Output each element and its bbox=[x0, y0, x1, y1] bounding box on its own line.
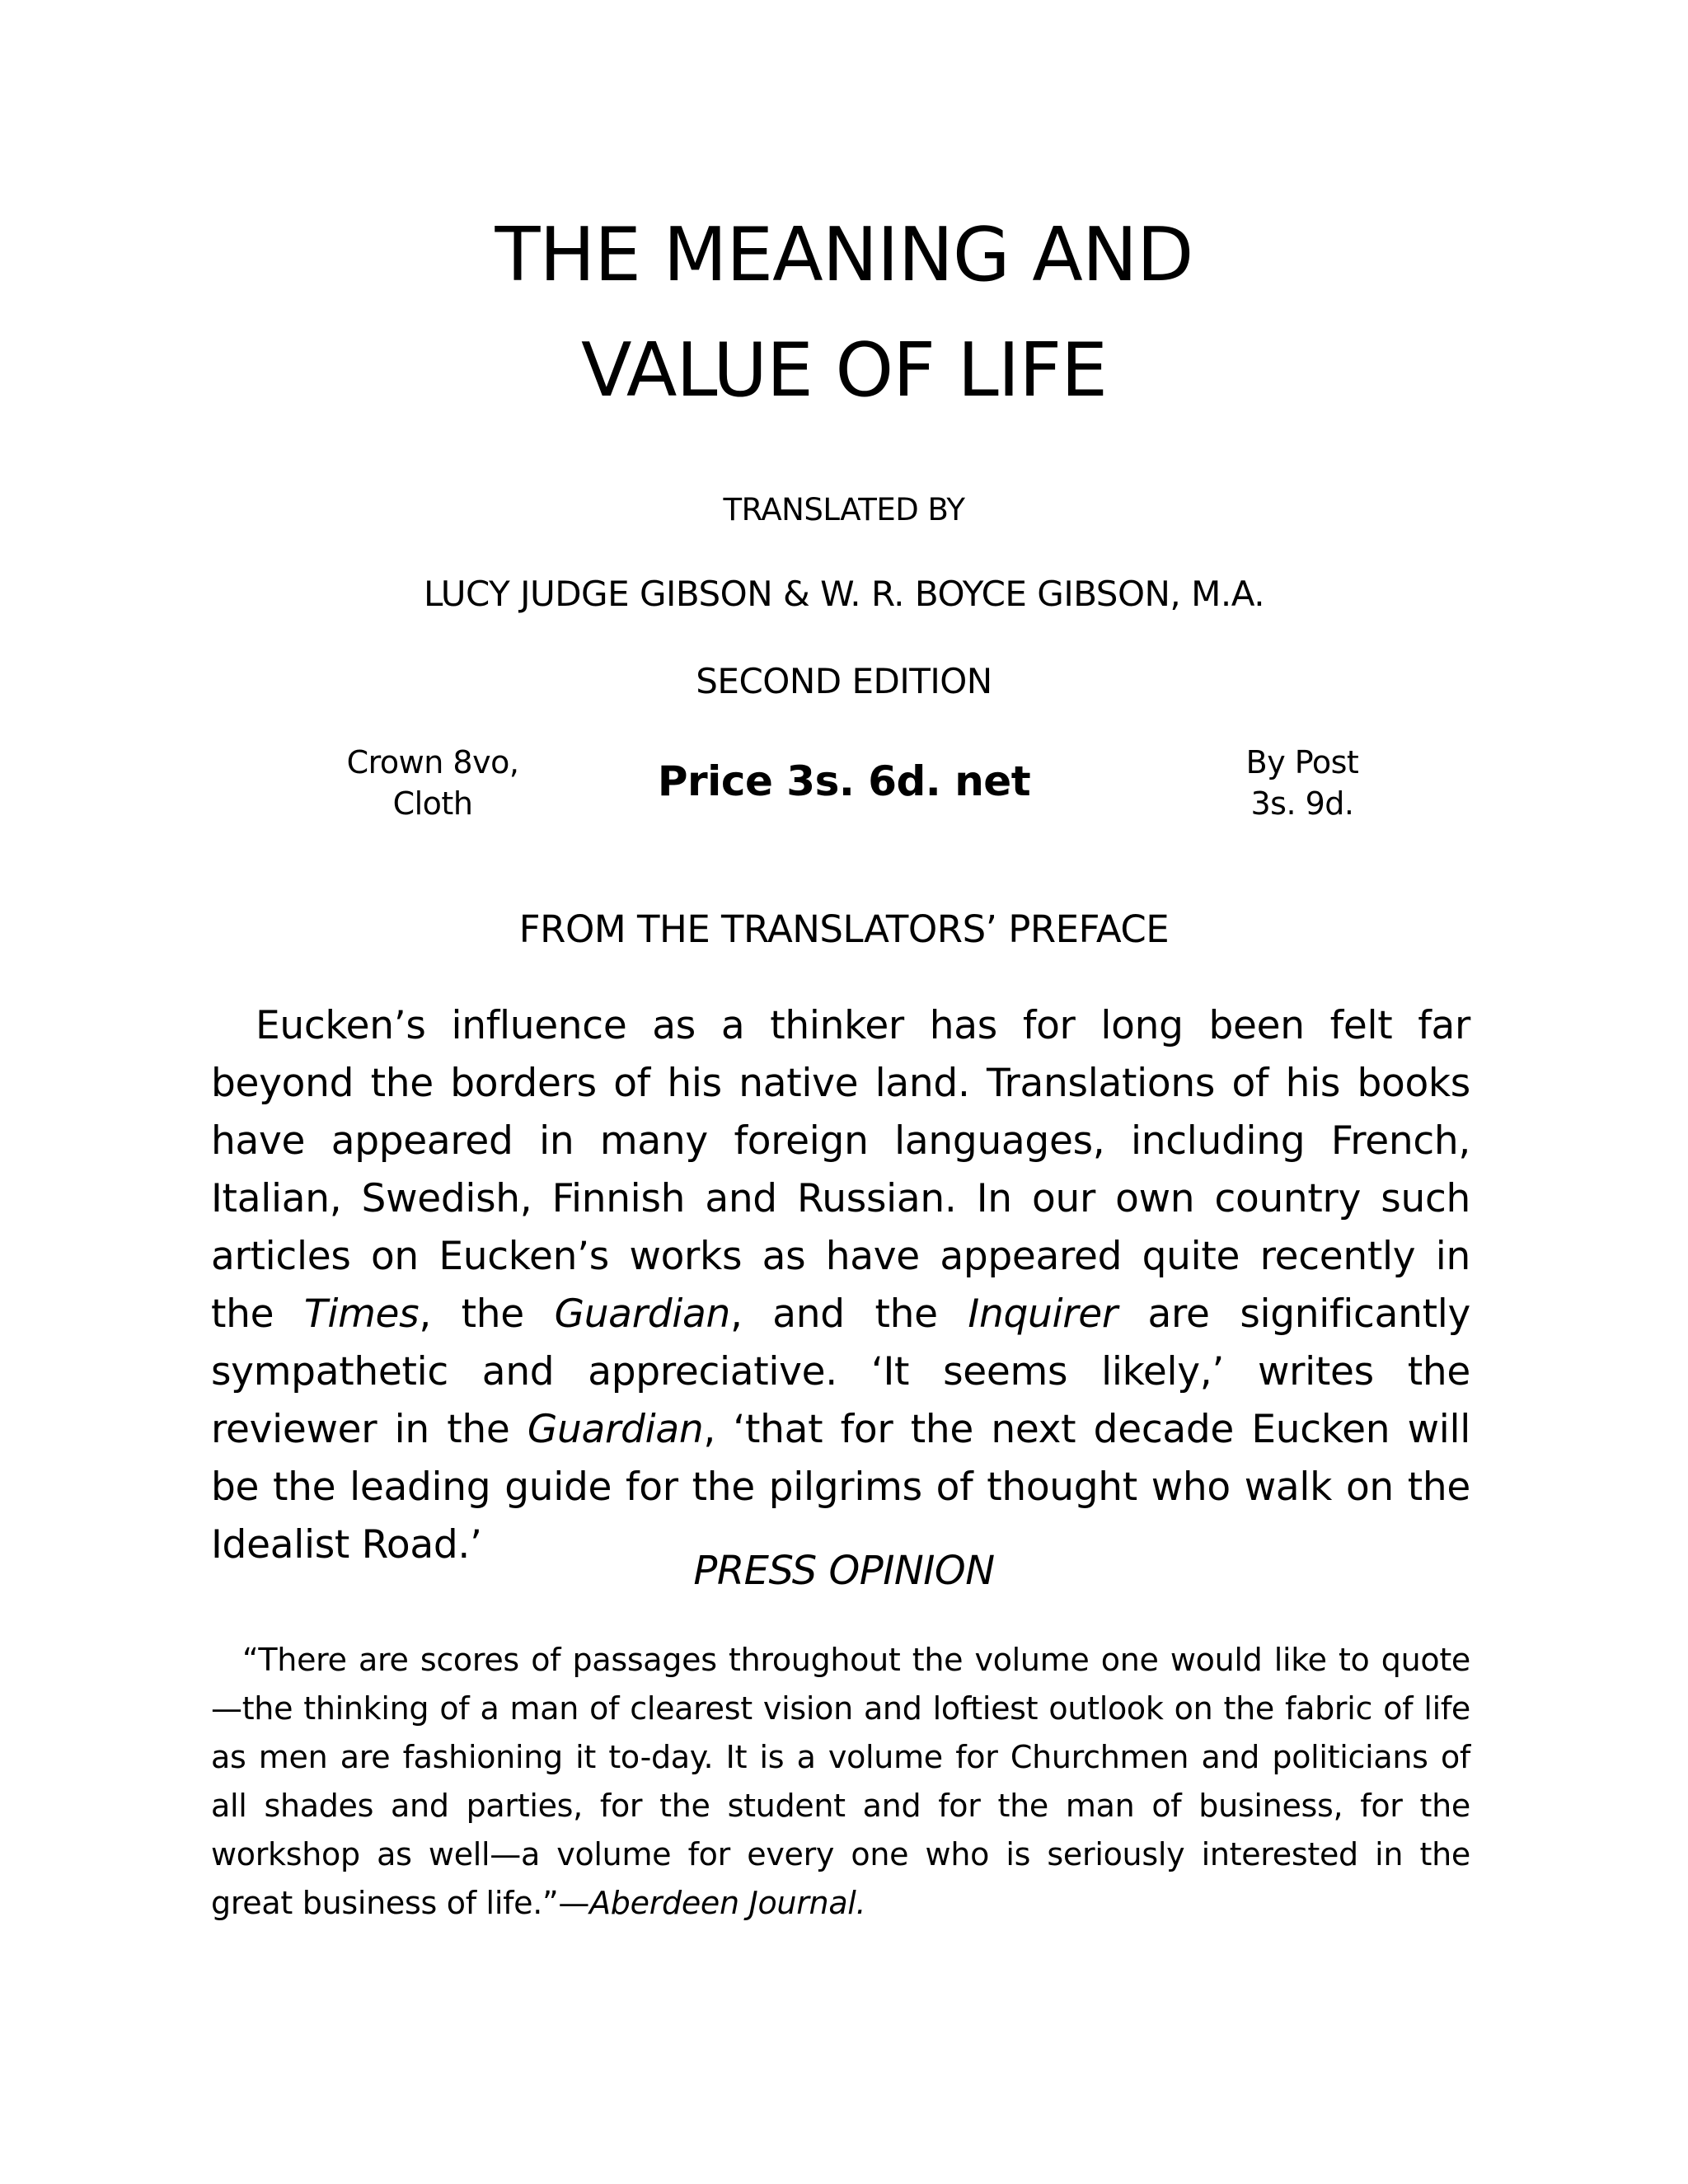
preface-text-3: , and the bbox=[730, 1291, 968, 1337]
post-line-1: By Post bbox=[1245, 744, 1359, 780]
preface-text-1: Eucken’s influence as a thinker has for long been felt far beyond the borders of his native land. Translations of his books have appeared in many foreign languages, including French, Italian, Swedish, Finnish and Russian. In our own country such articles on Eucken’s works as have appeared quite recently in the bbox=[211, 1003, 1470, 1337]
press-opinion-paragraph bbox=[211, 1636, 1470, 1928]
guardian-title-1: Guardian bbox=[554, 1291, 730, 1337]
preface-text-4: are significantly sympathetic and appreciative. ‘It seems likely,’ writes the reviewer in the bbox=[211, 1291, 1470, 1452]
price-row bbox=[0, 742, 1688, 832]
press-quote-source: Aberdeen Journal. bbox=[589, 1885, 866, 1921]
edition-label: SECOND EDITION bbox=[696, 661, 992, 701]
format-info bbox=[338, 742, 528, 824]
preface-heading: FROM THE TRANSLATORS’ PREFACE bbox=[518, 907, 1170, 951]
times-title: Times bbox=[303, 1291, 420, 1337]
price-label: Price 3s. 6d. net bbox=[657, 757, 1031, 805]
inquirer-title: Inquirer bbox=[968, 1291, 1118, 1337]
book-title-line-2: VALUE OF LIFE bbox=[581, 327, 1107, 414]
press-quote-text: “There are scores of passages throughout the volume one would like to quote—the thinking of a man of clearest vision and loftiest outlook on the fabric of life as men are fashioning it to-day. It is a volume for Churchmen and politicians of all shades and parties, for the student and for the man of business, for the workshop as well—a volume for every one who is seriously interested in the great business of life.”— bbox=[211, 1642, 1470, 1921]
format-line-2: Cloth bbox=[392, 785, 473, 822]
format-line-1: Crown 8vo, bbox=[346, 744, 519, 780]
press-opinion-heading: PRESS OPINION bbox=[693, 1548, 995, 1594]
preface-text-5: , ‘that for the next decade Eucken will be the leading guide for the pilgrims of thought who walk on the Idealist Road.’ bbox=[211, 1407, 1470, 1568]
preface-text-2: , the bbox=[419, 1291, 555, 1337]
post-line-2: 3s. 9d. bbox=[1250, 785, 1354, 822]
translators-names: LUCY JUDGE GIBSON & W. R. BOYCE GIBSON, M.A. bbox=[423, 574, 1265, 614]
book-title-line-1: THE MEANING AND bbox=[495, 212, 1193, 298]
post-price-info bbox=[1212, 742, 1393, 824]
translated-by-label: TRANSLATED BY bbox=[723, 492, 965, 527]
preface-paragraph bbox=[211, 997, 1470, 1574]
guardian-title-2: Guardian bbox=[527, 1407, 704, 1452]
